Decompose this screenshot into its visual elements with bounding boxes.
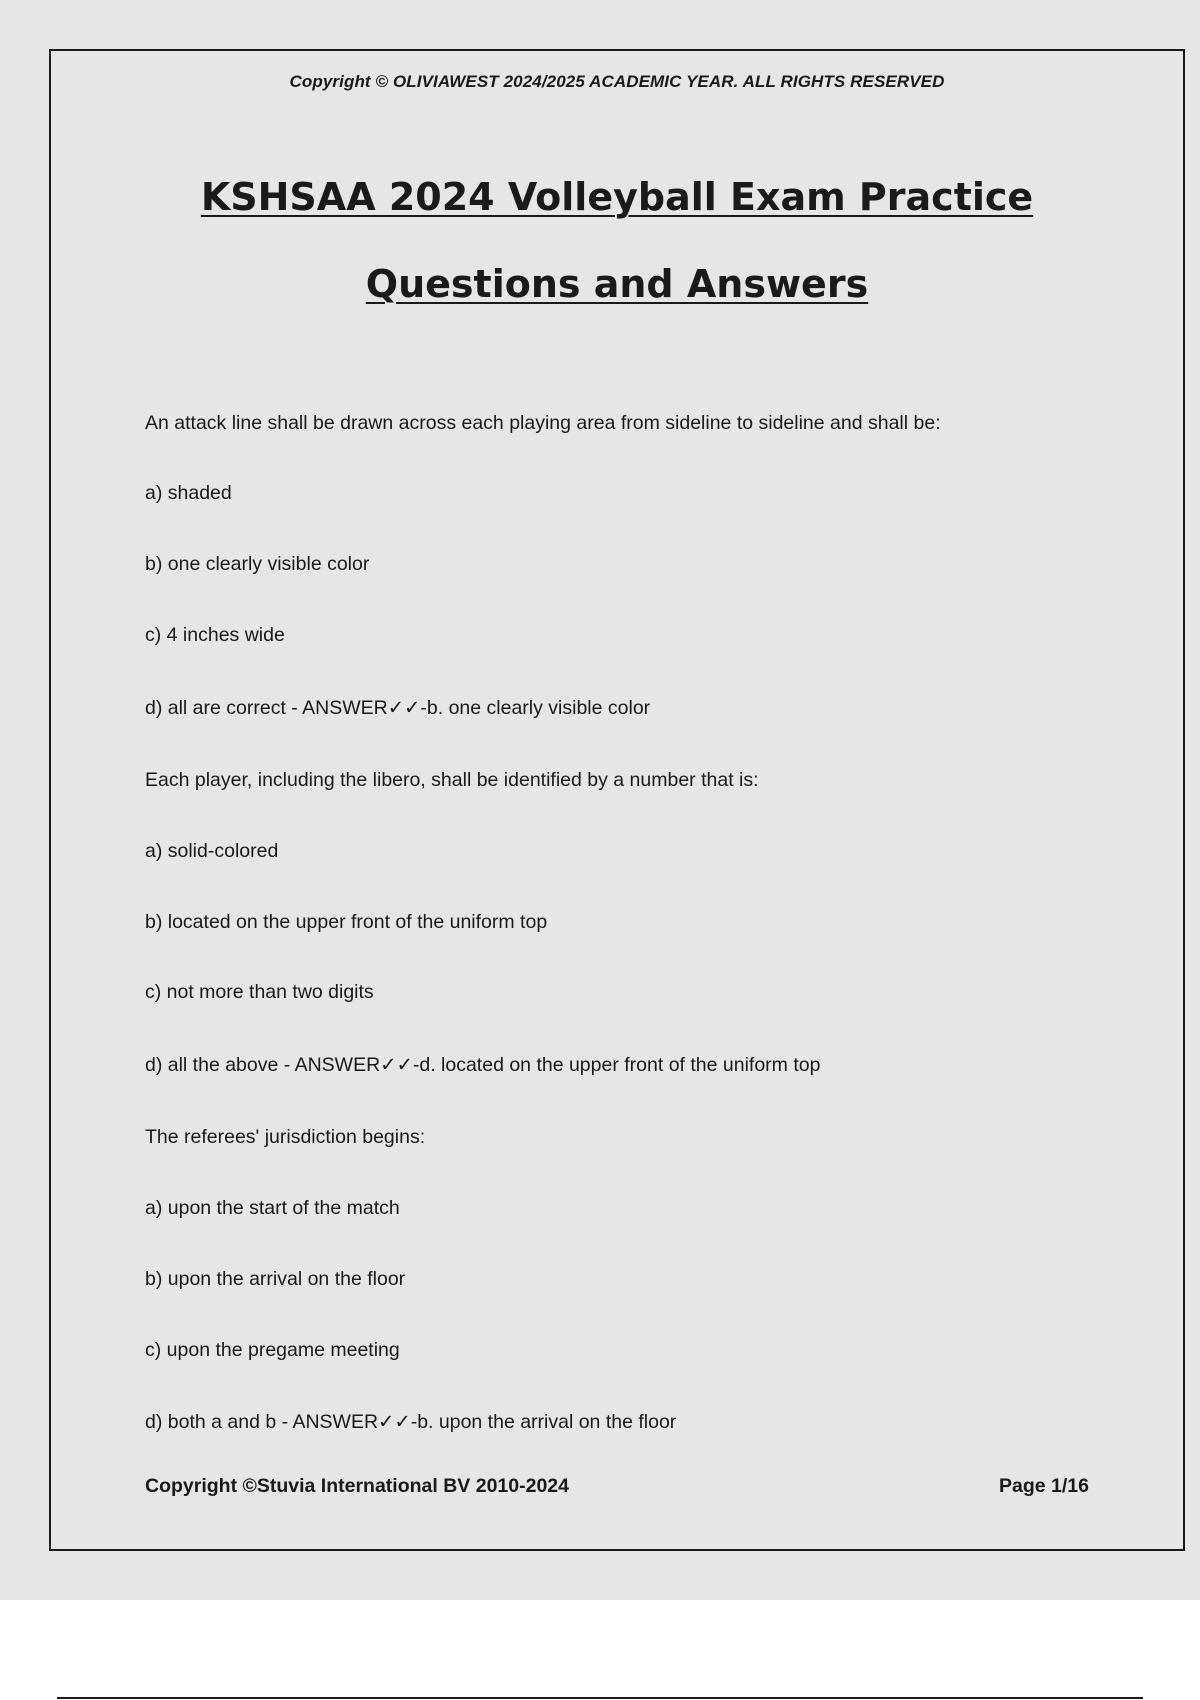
- question-1-text: An attack line shall be drawn across each playing area from sideline to sideline and shall be:: [145, 412, 941, 434]
- question-1-option-a: a) shaded: [145, 482, 232, 504]
- next-page-top-rule: [57, 1697, 1143, 1699]
- question-2-option-d-answer: d) all the above - ANSWER✓✓-d. located on the upper front of the uniform top: [145, 1054, 821, 1076]
- document-title-line-1: [0, 175, 1200, 219]
- title-text-2: Questions and Answers: [365, 262, 869, 306]
- question-2-text: Each player, including the libero, shall be identified by a number that is:: [145, 769, 759, 791]
- question-2-option-c: c) not more than two digits: [145, 981, 374, 1003]
- question-3-option-a: a) upon the start of the match: [145, 1197, 400, 1219]
- question-3-text: The referees' jurisdiction begins:: [145, 1126, 426, 1148]
- title-text-1: KSHSAA 2024 Volleyball Exam Practice: [200, 175, 1034, 219]
- question-2-option-b: b) located on the upper front of the uniform top: [145, 911, 548, 933]
- question-1-option-d-answer: d) all are correct - ANSWER✓✓-b. one clearly visible color: [145, 697, 651, 719]
- question-3-option-d-answer: d) both a and b - ANSWER✓✓-b. upon the arrival on the floor: [145, 1411, 677, 1433]
- footer-copyright: Copyright ©Stuvia International BV 2010-2024: [145, 1475, 569, 1497]
- question-3-option-b: b) upon the arrival on the floor: [145, 1268, 406, 1290]
- document-title-line-2: [0, 262, 1200, 306]
- question-2-option-a: a) solid-colored: [145, 840, 279, 862]
- question-1-option-c: c) 4 inches wide: [145, 624, 285, 646]
- header-copyright: Copyright © OLIVIAWEST 2024/2025 ACADEMIC YEAR. ALL RIGHTS RESERVED: [289, 72, 945, 91]
- question-1-option-b: b) one clearly visible color: [145, 553, 370, 575]
- page-number: Page 1/16: [999, 1475, 1089, 1497]
- question-3-option-c: c) upon the pregame meeting: [145, 1339, 400, 1361]
